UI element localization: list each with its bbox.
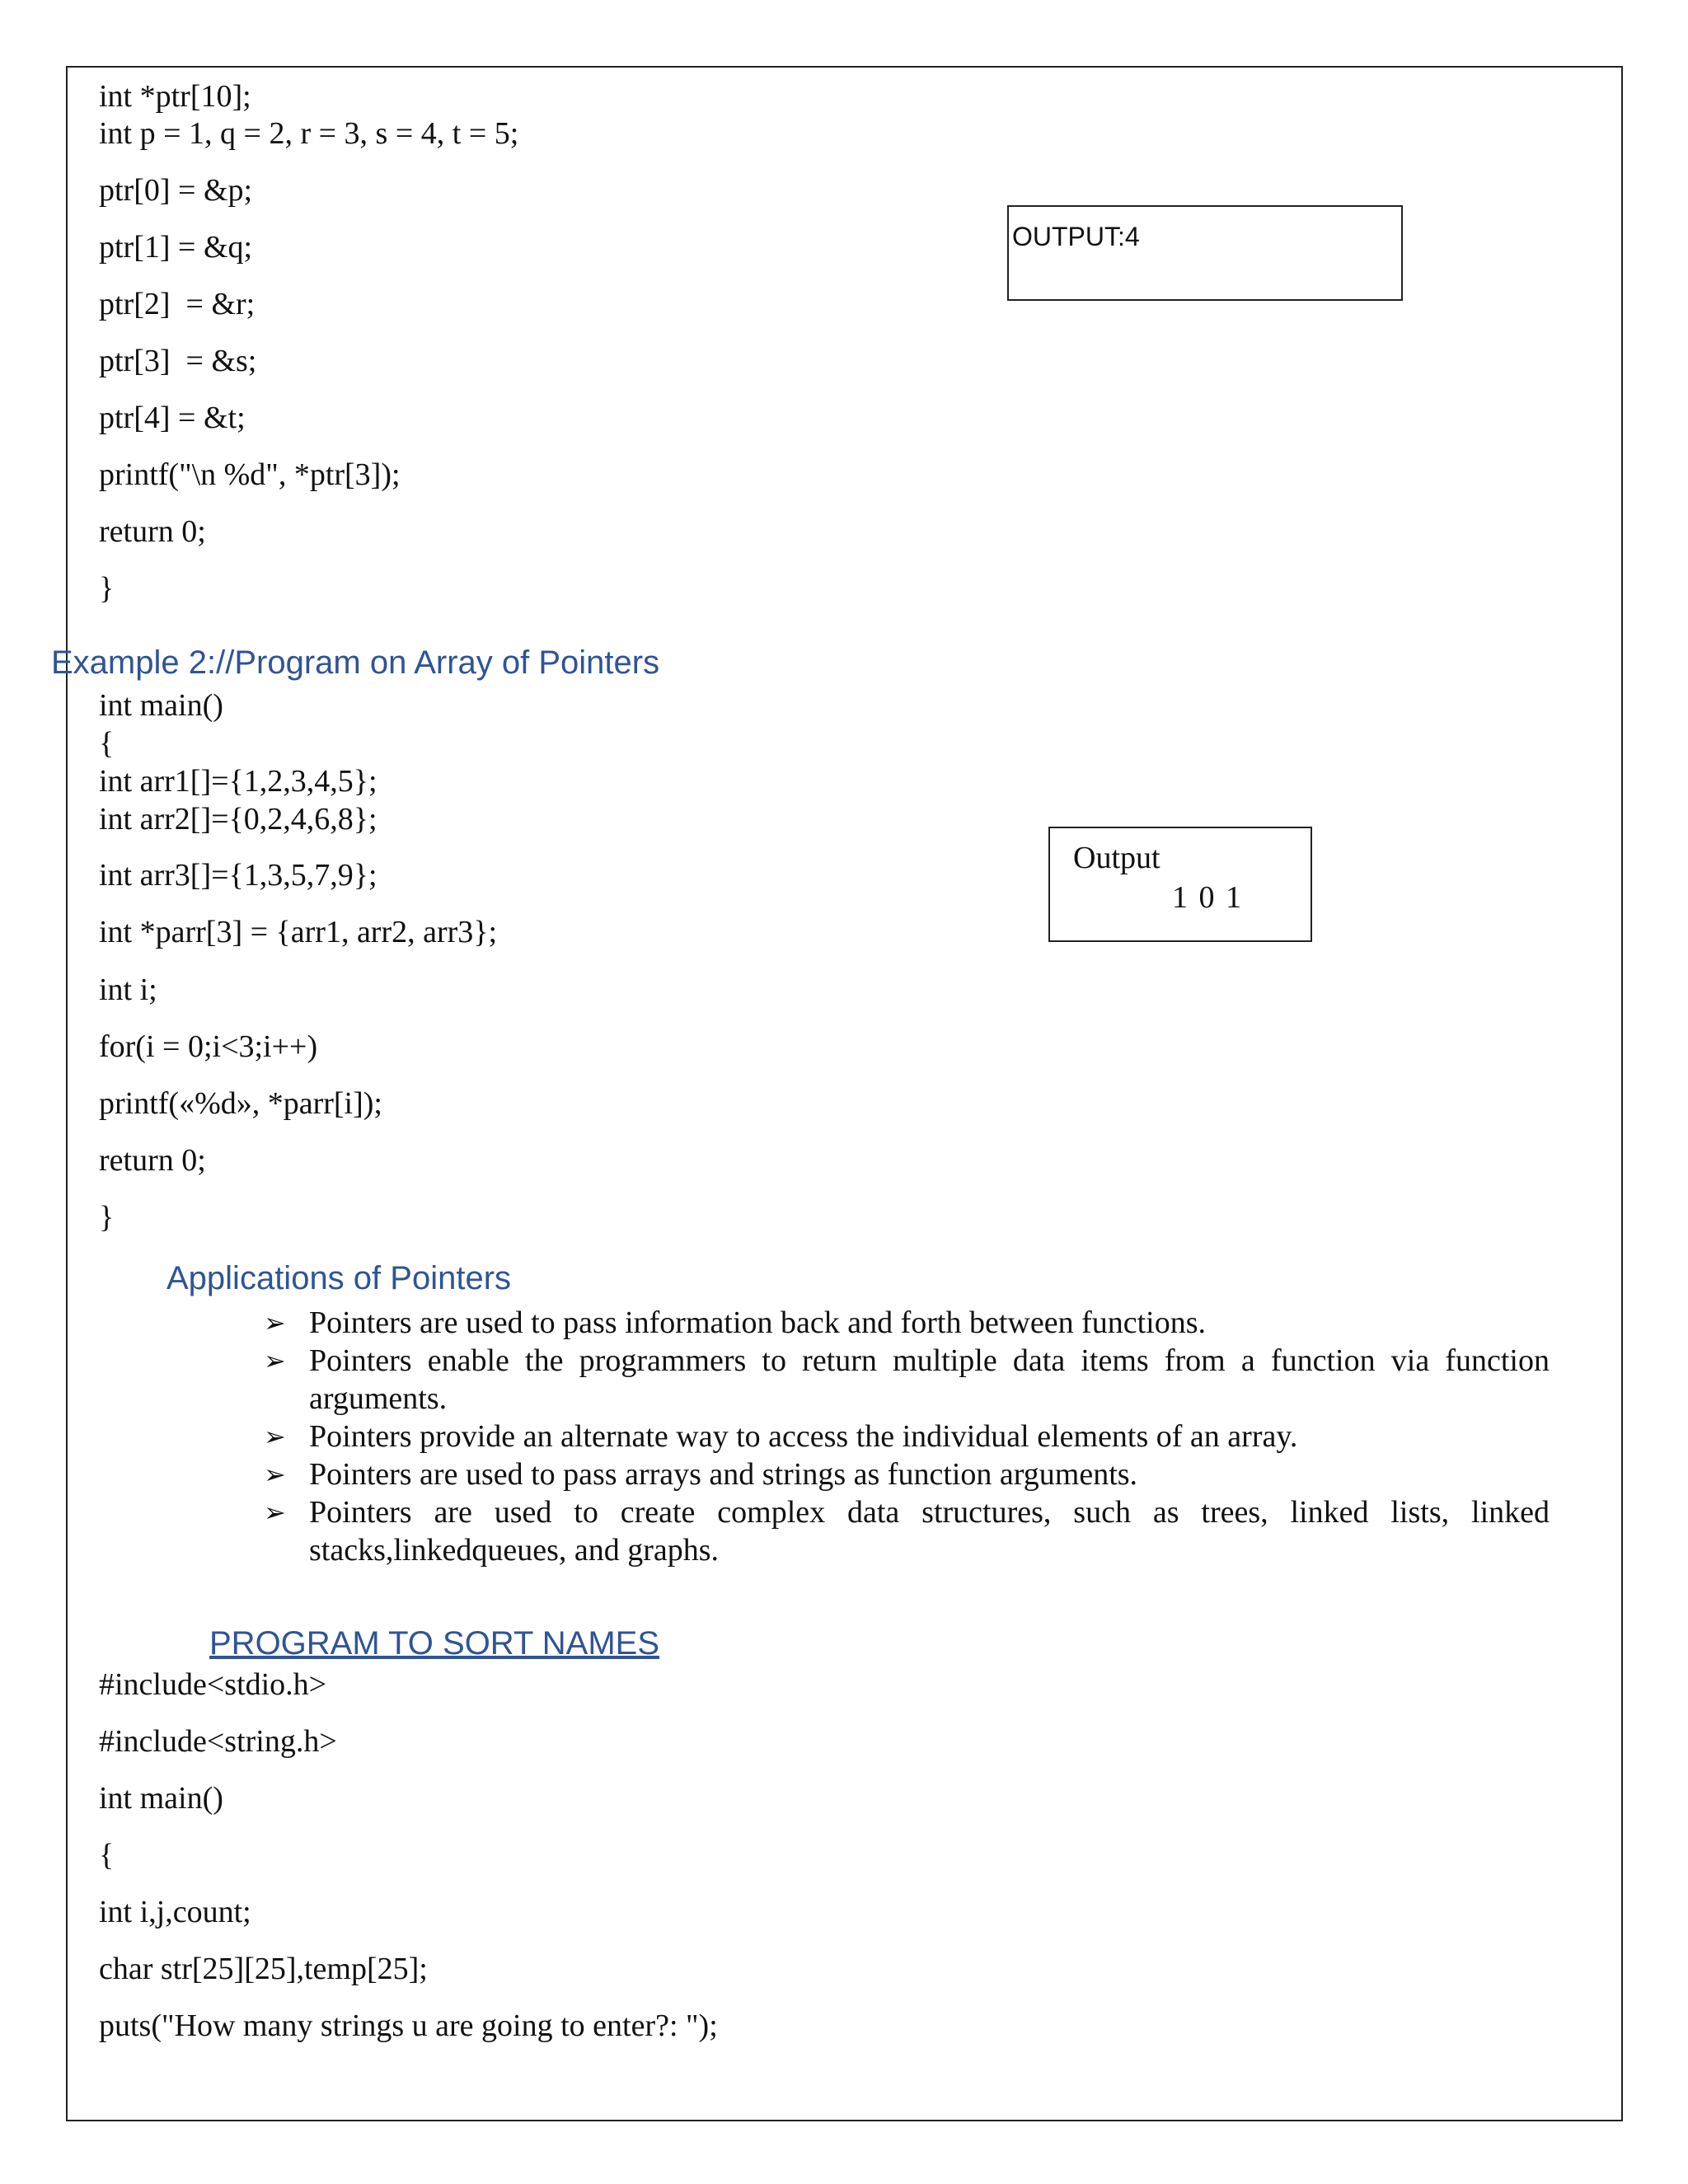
list-item: ➢ Pointers are used to create complex data structures, such as trees, linked lists, linked stacks,linkedqueues, and graphs.: [264, 1495, 1550, 1568]
list-item: ➢ Pointers provide an alternate way to access the individual elements of an array.: [264, 1419, 1298, 1454]
arrow-bullet-icon: ➢: [264, 1459, 286, 1490]
code-line: #include<string.h>: [99, 1724, 337, 1759]
output-text: OUTPUT:4: [1012, 222, 1140, 251]
code-line: ptr[3] = &s;: [99, 344, 257, 378]
output-label: Output: [1073, 841, 1160, 875]
code-line: int arr1[]={1,2,3,4,5};: [99, 764, 377, 799]
output-box-1: [1007, 205, 1403, 301]
applications-list: [264, 1304, 1550, 1569]
sort-names-heading: PROGRAM TO SORT NAMES: [209, 1625, 660, 1661]
arrow-bullet-icon: ➢: [264, 1307, 286, 1338]
code-line: ptr[2] = &r;: [99, 287, 256, 321]
code-line: int *ptr[10];: [99, 79, 251, 114]
arrow-bullet-icon: ➢: [264, 1345, 286, 1376]
code-line: int *parr[3] = {arr1, arr2, arr3};: [99, 915, 498, 949]
code-line: }: [99, 1200, 115, 1235]
code-line: printf("\n %d", *ptr[3]);: [99, 457, 401, 492]
code-line: return 0;: [99, 514, 206, 549]
code-line: puts("How many strings u are going to enter?: ");: [99, 2008, 718, 2043]
arrow-bullet-icon: ➢: [264, 1497, 286, 1528]
list-item: ➢ Pointers are used to pass information back and forth between functions.: [264, 1305, 1206, 1340]
list-item: ➢ Pointers are used to pass arrays and strings as function arguments.: [264, 1457, 1138, 1492]
code-line: for(i = 0;i<3;i++): [99, 1029, 318, 1064]
code-line: int i,j,count;: [99, 1895, 251, 1929]
code-line: {: [99, 1838, 115, 1872]
code-line: {: [99, 726, 115, 761]
applications-heading: Applications of Pointers: [166, 1260, 512, 1296]
code-line: int i;: [99, 972, 157, 1007]
code-line: int main(): [99, 1781, 223, 1816]
code-line: int p = 1, q = 2, r = 3, s = 4, t = 5;: [99, 116, 519, 151]
code-line: ptr[1] = &q;: [99, 230, 253, 265]
code-line: int main(): [99, 688, 223, 723]
code-line: ptr[0] = &p;: [99, 173, 253, 208]
code-line: int arr3[]={1,3,5,7,9};: [99, 858, 377, 893]
example-2-heading: Example 2://Program on Array of Pointers: [51, 644, 660, 681]
list-item: ➢ Pointers enable the programmers to return multiple data items from a function via function arguments.: [264, 1343, 1550, 1416]
code-line: printf(«%d», *parr[i]);: [99, 1086, 382, 1121]
output-value: 1 0 1: [1172, 880, 1243, 915]
code-line: ptr[4] = &t;: [99, 401, 246, 435]
arrow-bullet-icon: ➢: [264, 1421, 286, 1452]
code-line: int arr2[]={0,2,4,6,8};: [99, 802, 377, 837]
code-line: return 0;: [99, 1143, 206, 1178]
output-box-2: [1048, 827, 1312, 942]
code-line: #include<stdio.h>: [99, 1667, 327, 1702]
code-line: }: [99, 571, 115, 606]
code-line: char str[25][25],temp[25];: [99, 1952, 428, 1986]
